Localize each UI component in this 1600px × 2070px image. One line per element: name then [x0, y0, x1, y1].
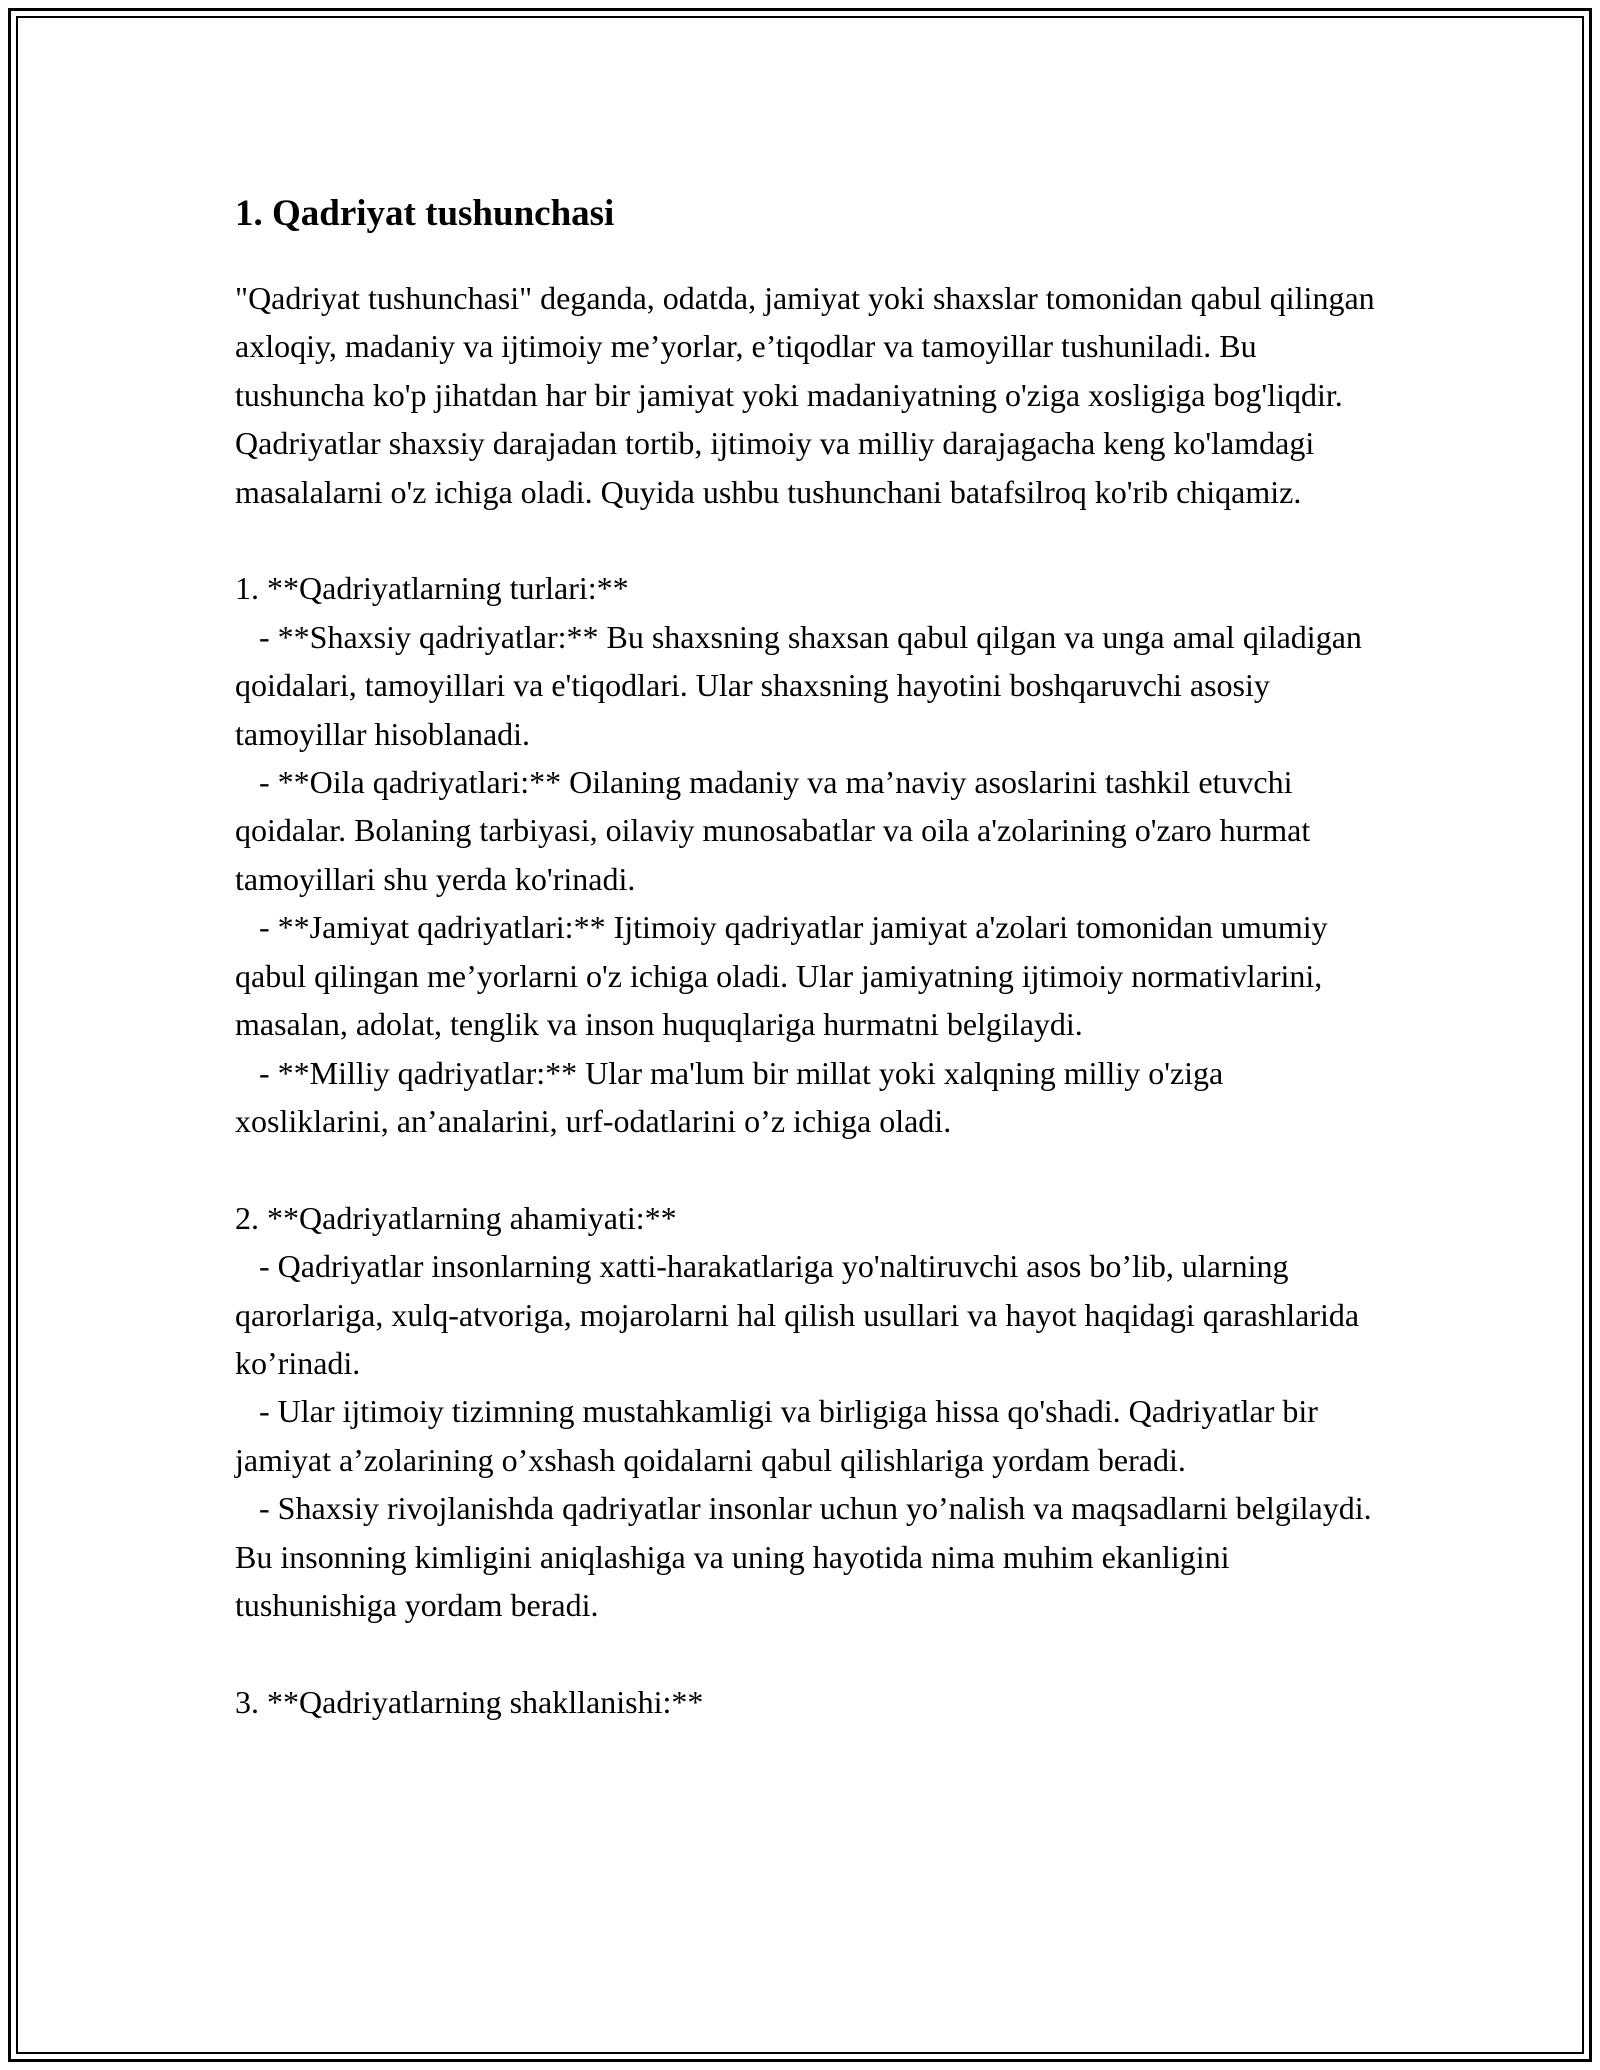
document-content [235, 188, 1375, 1726]
document-body: "Qadriyat tushunchasi" deganda, odatda, jamiyat yoki shaxslar tomonidan qabul qilingan axloqiy, madaniy va ijtimoiy me’yorlar, e’tiqodlar va tamoyillar tushuniladi. Bu tushuncha ko'p jihatdan har bir jamiyat yoki madaniyatning o'ziga xosligiga bog'liqdir. Qadriyatlar shaxsiy darajadan tortib, ijtimoiy va milliy darajagacha keng ko'lamdagi masalalarni o'z ichiga oladi. Quyida ushbu tushunchani batafsilroq ko'rib chiqamiz. 1. **Qadriyatlarning turlari:** - **Shaxsiy qadriyatlar:** Bu shaxsning shaxsan qabul qilgan va unga amal qiladigan qoidalari, tamoyillari va e'tiqodlari. Ular shaxsning hayotini boshqaruvchi asosiy tamoyillar hisoblanadi. - **Oila qadriyatlari:** Oilaning madaniy va ma’naviy asoslarini tashkil etuvchi qoidalar. Bolaning tarbiyasi, oilaviy munosabatlar va oila a'zolarining o'zaro hurmat tamoyillari shu yerda ko'rinadi. - **Jamiyat qadriyatlari:** Ijtimoiy qadriyatlar jamiyat a'zolari tomonidan umumiy qabul qilingan me’yorlarni o'z ichiga oladi. Ular jamiyatning ijtimoiy normativlarini, masalan, adolat, tenglik va inson huquqlariga hurmatni belgilaydi. - **Milliy qadriyatlar:** Ular ma'lum bir millat yoki xalqning milliy o'ziga xosliklarini, an’analarini, urf-odatlarini o’z ichiga oladi. 2. **Qadriyatlarning ahamiyati:** - Qadriyatlar insonlarning xatti-harakatlariga yo'naltiruvchi asos bo’lib, ularning qarorlariga, xulq-atvoriga, mojarolarni hal qilish usullari va hayot haqidagi qarashlarida ko’rinadi. - Ular ijtimoiy tizimning mustahkamligi va birligiga hissa qo'shadi. Qadriyatlar bir jamiyat a’zolarining o’xshash qoidalarni qabul qilishlariga yordam beradi. - Shaxsiy rivojlanishda qadriyatlar insonlar uchun yo’nalish va maqsadlarni belgilaydi. Bu insonning kimligini aniqlashiga va uning hayotida nima muhim ekanligini tushunishiga yordam beradi. 3. **Qadriyatlarning shakllanishi:** [235, 280, 1375, 1720]
document-heading: 1. Qadriyat tushunchasi [235, 193, 615, 234]
